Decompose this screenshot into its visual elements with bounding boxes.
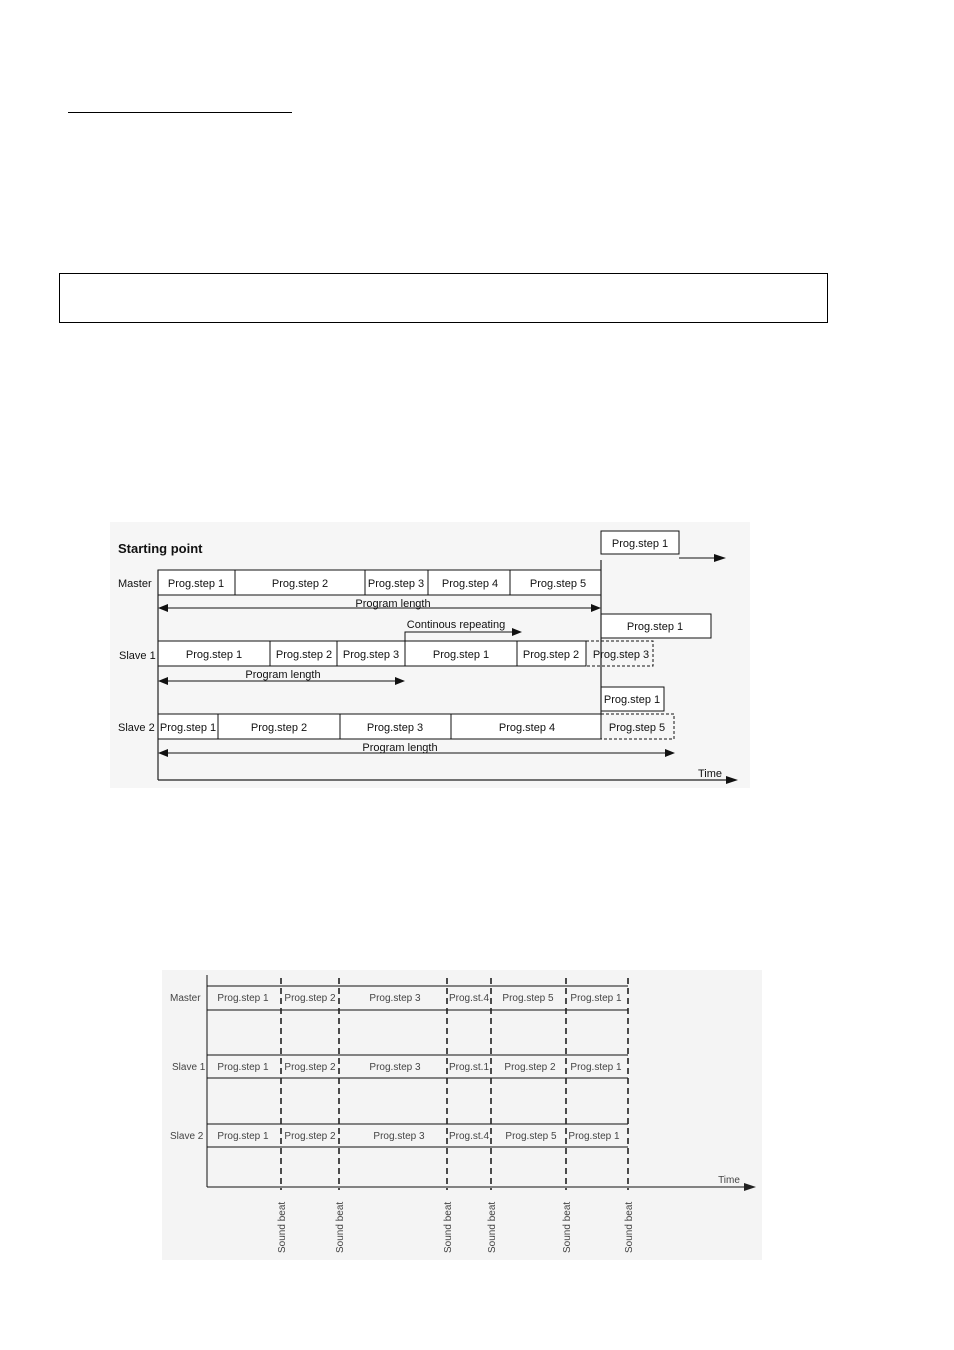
master-step: Prog.step 5 <box>529 578 587 590</box>
slave-2-step: Prog.step 1 <box>217 1131 269 1142</box>
slave-2-step: Prog.step 5 <box>608 722 666 734</box>
slave-1-step: Prog.step 2 <box>284 1062 336 1073</box>
slave-1-step: Prog.step 2 <box>522 649 580 661</box>
row-label-master: Master <box>170 993 201 1004</box>
continuous-repeating-label: Continous repeating <box>406 619 506 631</box>
row-label-slave-1: Slave 1 <box>119 650 156 662</box>
slave-1-step: Prog.step 3 <box>342 649 400 661</box>
slave-1-step: Prog.step 3 <box>369 1062 421 1073</box>
master-step: Prog.step 2 <box>284 993 336 1004</box>
slave-2-step: Prog.step 2 <box>284 1131 336 1142</box>
time-axis-label: Time <box>718 1175 740 1186</box>
slave-2-restart-label: Prog.step 1 <box>603 694 661 706</box>
slave-2-step: Prog.step 5 <box>505 1131 557 1142</box>
diagram-title: Starting point <box>118 541 203 556</box>
slave-2-program-length-label: Program length <box>362 742 438 754</box>
heading-underline <box>68 112 292 113</box>
row-label-slave-2: Slave 2 <box>170 1131 204 1142</box>
row-label-master: Master <box>118 578 152 590</box>
master-restart-label: Prog.step 1 <box>611 538 669 550</box>
slave-1-step: Prog.st.1 <box>448 1062 490 1073</box>
master-step: Prog.step 4 <box>441 578 499 590</box>
time-axis-label: Time <box>697 768 723 780</box>
slave-2-step: Prog.step 1 <box>159 722 217 734</box>
slave-1-step: Prog.step 1 <box>432 649 490 661</box>
master-step: Prog.st.4 <box>448 993 490 1004</box>
master-step: Prog.step 1 <box>167 578 225 590</box>
slave-1-step: Prog.step 1 <box>217 1062 269 1073</box>
slave-1-step: Prog.step 1 <box>570 1062 622 1073</box>
master-step: Prog.step 1 <box>570 993 622 1004</box>
slave-1-program-length-label: Program length <box>245 669 321 681</box>
sync-diagram-sound-beat <box>162 970 762 1260</box>
slave-1-step: Prog.step 3 <box>592 649 650 661</box>
slave-1-step: Prog.step 2 <box>504 1062 556 1073</box>
sound-beat-label: Sound beat <box>443 1201 454 1253</box>
sync-diagram-starting-point <box>110 522 750 788</box>
master-step: Prog.step 2 <box>271 578 329 590</box>
slave-1-step: Prog.step 1 <box>185 649 243 661</box>
sound-beat-label: Sound beat <box>624 1201 635 1253</box>
sound-beat-label: Sound beat <box>487 1201 498 1253</box>
sound-beat-label: Sound beat <box>562 1201 573 1253</box>
slave-2-step: Prog.step 1 <box>568 1131 620 1142</box>
master-program-length-label: Program length <box>355 598 431 610</box>
master-step: Prog.step 1 <box>217 993 269 1004</box>
slave-2-step: Prog.step 2 <box>250 722 308 734</box>
sound-beat-label: Sound beat <box>277 1201 288 1253</box>
slave-1-restart-label: Prog.step 1 <box>626 621 684 633</box>
slave-1-step: Prog.step 2 <box>275 649 333 661</box>
diagram-background <box>162 970 762 1260</box>
slave-2-step: Prog.step 3 <box>366 722 424 734</box>
master-step: Prog.step 3 <box>367 578 425 590</box>
row-label-slave-1: Slave 1 <box>172 1062 206 1073</box>
master-step: Prog.step 3 <box>369 993 421 1004</box>
slave-2-step: Prog.step 3 <box>373 1131 425 1142</box>
notice-box <box>59 273 828 323</box>
slave-2-step: Prog.step 4 <box>498 722 556 734</box>
slave-2-step: Prog.st.4 <box>448 1131 490 1142</box>
row-label-slave-2: Slave 2 <box>118 722 155 734</box>
sound-beat-label: Sound beat <box>335 1201 346 1253</box>
master-step: Prog.step 5 <box>502 993 554 1004</box>
